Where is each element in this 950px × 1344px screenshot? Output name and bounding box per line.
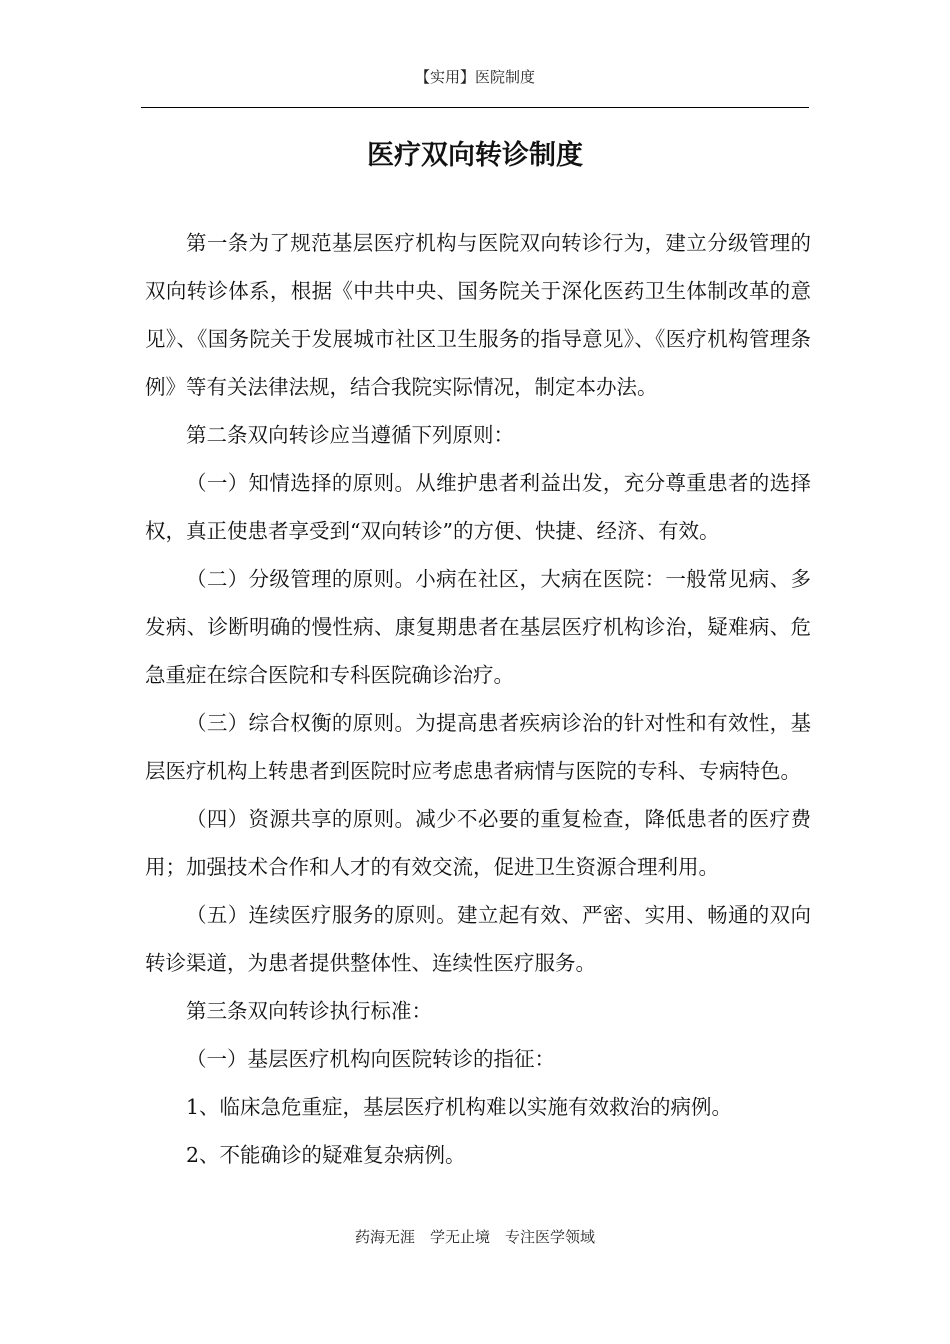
paragraph: （二）分级管理的原则。小病在社区，大病在医院：一般常见病、多发病、诊断明确的慢性病、康复期患者在基层医疗机构诊治，疑难病、危急重症在综合医院和专科医院确诊治疗。 (145, 567, 811, 687)
paragraph: （五）连续医疗服务的原则。建立起有效、严密、实用、畅通的双向转诊渠道，为患者提供整体性、连续性医疗服务。 (145, 903, 811, 975)
page-header: 【实用】医院制度 (414, 68, 535, 86)
paragraph: 第三条双向转诊执行标准： (186, 999, 432, 1023)
list-item: 2、不能确诊的疑难复杂病例。 (186, 1143, 466, 1167)
list-item: 1、临床急危重症，基层医疗机构难以实施有效救治的病例。 (186, 1095, 733, 1119)
paragraph: （一）基层医疗机构向医院转诊的指征： (186, 1047, 555, 1071)
document-title: 医疗双向转诊制度 (367, 140, 583, 171)
document-body (145, 219, 811, 1179)
paragraph: 第一条为了规范基层医疗机构与医院双向转诊行为，建立分级管理的双向转诊体系，根据《中共中央、国务院关于深化医药卫生体制改革的意见》、《国务院关于发展城市社区卫生服务的指导意见》、《医疗机构管理条例》等有关法律法规，结合我院实际情况，制定本办法。 (145, 231, 811, 399)
page-footer: 药海无涯 学无止境 专注医学领域 (354, 1228, 595, 1246)
paragraph: （四）资源共享的原则。减少不必要的重复检查，降低患者的医疗费用；加强技术合作和人才的有效交流，促进卫生资源合理利用。 (145, 807, 811, 879)
paragraph: （一）知情选择的原则。从维护患者利益出发，充分尊重患者的选择权，真正使患者享受到“双向转诊”的方便、快捷、经济、有效。 (145, 471, 811, 543)
header-divider (141, 107, 809, 108)
paragraph: 第二条双向转诊应当遵循下列原则： (186, 423, 514, 447)
paragraph: （三）综合权衡的原则。为提高患者疾病诊治的针对性和有效性，基层医疗机构上转患者到医院时应考虑患者病情与医院的专科、专病特色。 (145, 711, 811, 783)
